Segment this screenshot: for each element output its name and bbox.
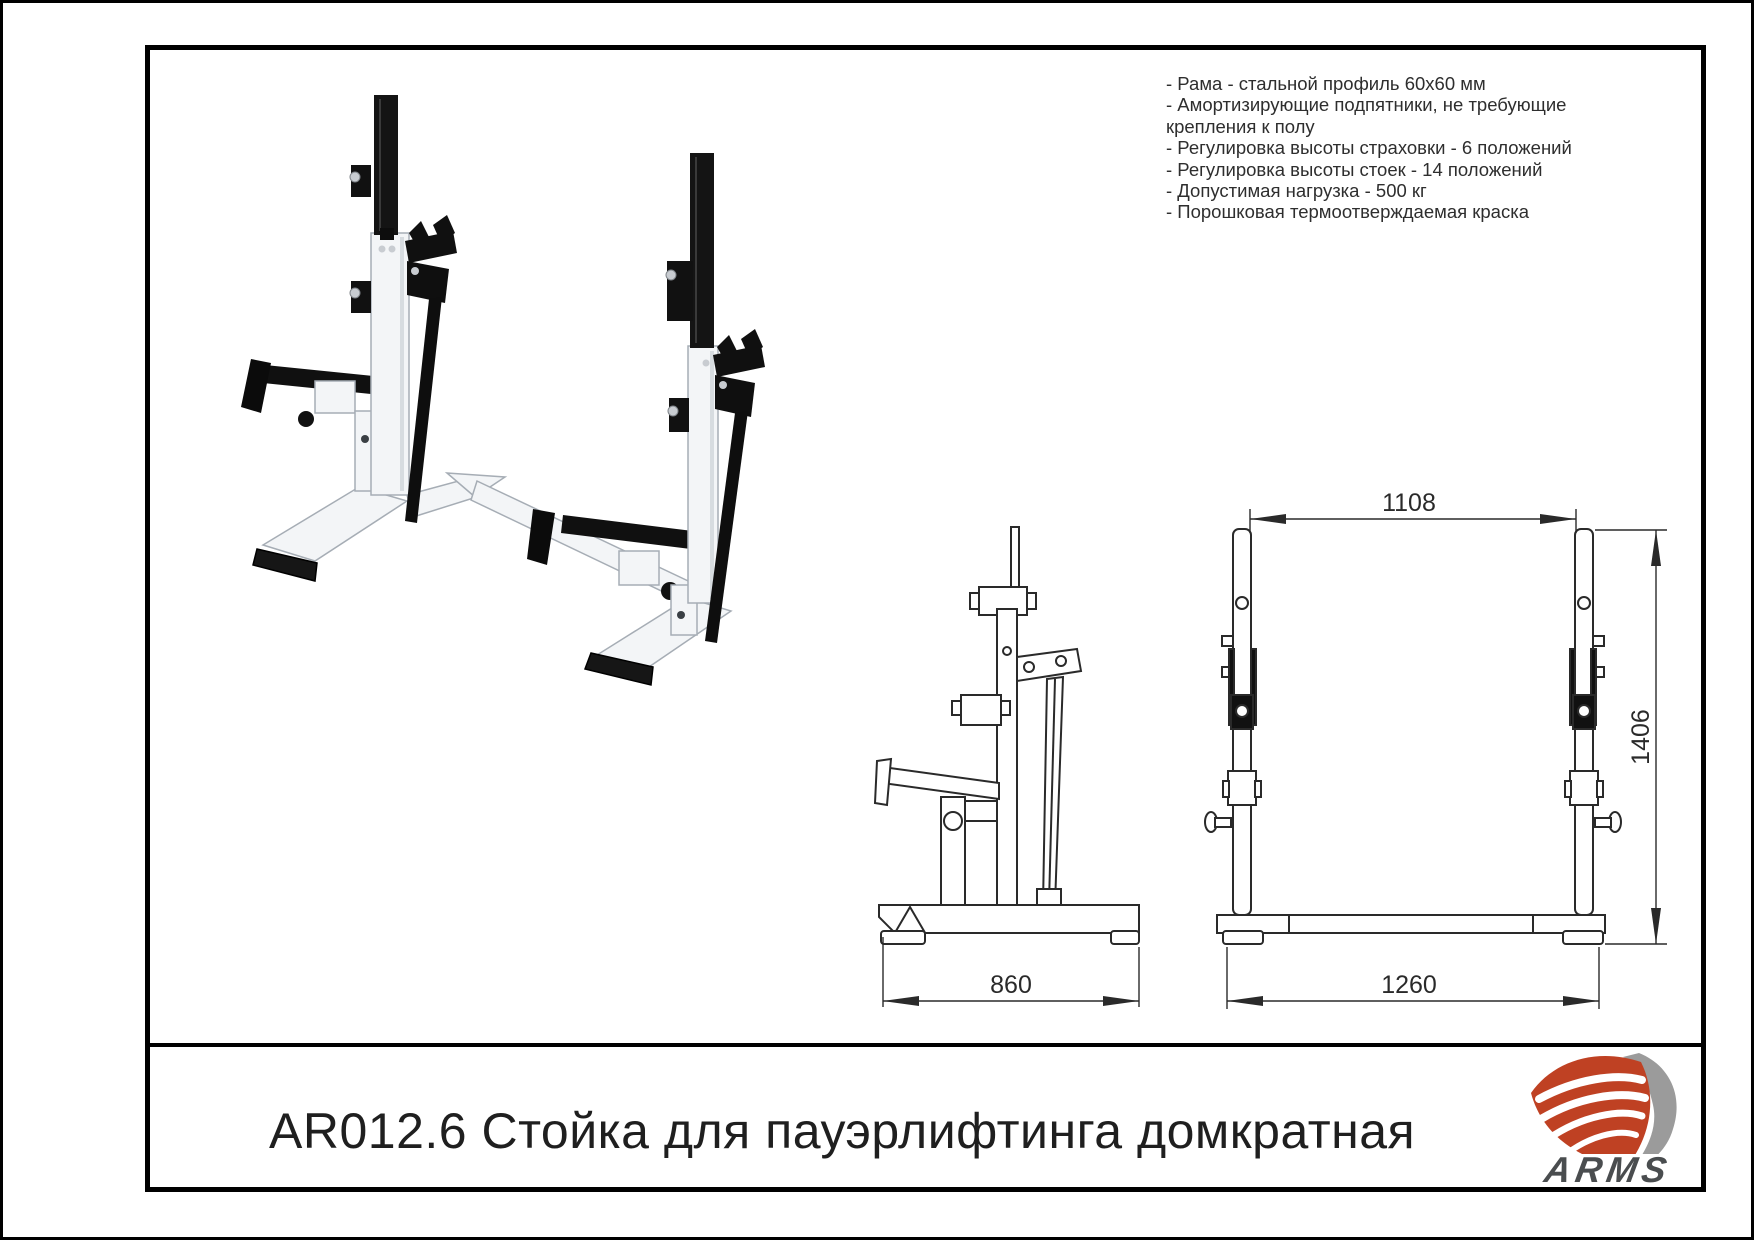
page-title: AR012.6 Стойка для пауэрлифтинга домкратная bbox=[269, 1103, 1416, 1159]
dimension-label-1260: 1260 bbox=[1381, 971, 1437, 999]
dimension-label-860: 860 bbox=[990, 971, 1032, 999]
render-right-tower bbox=[527, 153, 765, 643]
dimension-front-base-1260 bbox=[1227, 947, 1599, 1009]
product-3d-render bbox=[228, 73, 803, 693]
spec-line: - Допустимая нагрузка - 500 кг bbox=[1166, 180, 1427, 202]
bar-hook-left bbox=[405, 215, 457, 263]
render-left-tower bbox=[241, 95, 457, 523]
spec-line: - Порошковая термоотверждаемая краска bbox=[1166, 201, 1529, 223]
spec-list bbox=[1166, 73, 1586, 223]
spec-line: крепления к полу bbox=[1166, 115, 1315, 137]
arms-logo bbox=[1521, 1049, 1691, 1190]
spec-line: - Амортизирующие подпятники, не требующие bbox=[1166, 94, 1567, 116]
arms-logo-text: ARMS bbox=[1541, 1149, 1675, 1190]
dimension-front-height-1406 bbox=[1595, 530, 1667, 944]
title-block-divider bbox=[150, 1043, 1701, 1047]
dimension-label-1406: 1406 bbox=[1627, 709, 1655, 765]
dimension-label-1108: 1108 bbox=[1382, 489, 1436, 517]
front-view-drawing bbox=[1205, 529, 1621, 944]
bar-hook-right bbox=[713, 329, 765, 377]
technical-views bbox=[773, 443, 1713, 1018]
dimension-front-inner-1108 bbox=[1250, 489, 1576, 533]
spec-line: - Рама - стальной профиль 60х60 мм bbox=[1166, 73, 1486, 94]
spec-line: - Регулировка высоты стоек - 14 положений bbox=[1166, 158, 1543, 180]
spec-line: - Регулировка высоты страховки - 6 положений bbox=[1166, 137, 1572, 159]
side-view-drawing bbox=[875, 527, 1139, 944]
arms-logo-swoosh-icon bbox=[1521, 1049, 1691, 1154]
dimension-side-base-860 bbox=[883, 937, 1139, 1007]
